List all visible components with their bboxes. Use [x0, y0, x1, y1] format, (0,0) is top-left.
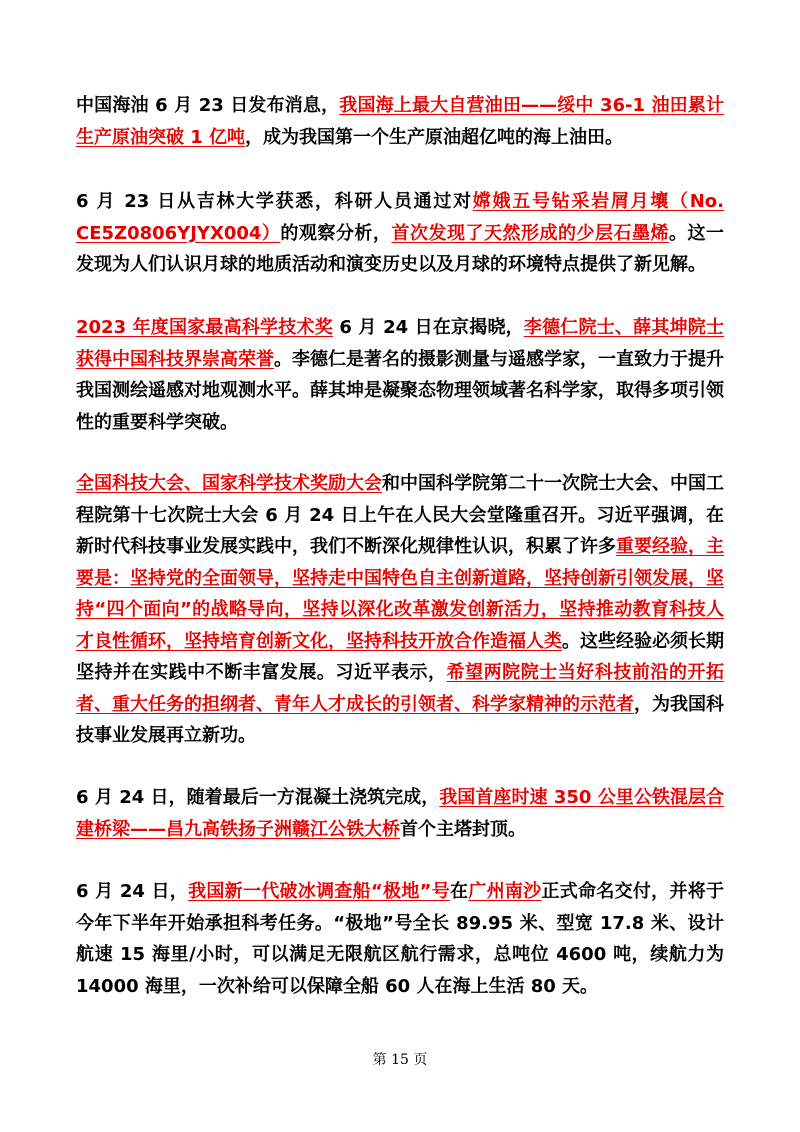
highlighted-text: 李德仁院士、薛其坤院士获得中国科技界崇高荣誉 — [76, 317, 724, 370]
news-paragraph-1 — [76, 90, 724, 153]
highlighted-text: 嫦娥五号钻采岩屑月壤（No. CE5Z0806YJYX004） — [76, 191, 724, 244]
paragraph-text: 在 — [450, 881, 469, 902]
highlighted-text: 重要经验，主要是：坚持党的全面领导，坚持走中国特色自主创新道路，坚持创新引领发展，坚持“四个面向”的战略导向，坚持以深化改革激发创新活力，坚持推动教育科技人才良性循环，坚持培育创新文化，坚持科技开放合作造福人类 — [76, 536, 724, 652]
highlighted-text: 广州南沙 — [468, 881, 542, 902]
news-paragraph-6 — [76, 876, 724, 1002]
news-paragraph-5 — [76, 782, 724, 845]
highlighted-text: 我国海上最大自营油田——绥中 36-1 油田累计生产原油突破 1 亿吨 — [76, 95, 725, 148]
highlighted-text: 全国科技大会、国家科学技术奖励大会 — [76, 473, 382, 494]
paragraph-text: 6 月 24 日，随着最后一方混凝土浇筑完成， — [76, 787, 440, 808]
paragraph-text: 的观察分析， — [280, 222, 392, 244]
page-number: 第 15 页 — [372, 1052, 428, 1068]
paragraph-text: 。这一发现为人们认识月球的地质活动和演变历史以及月球的环境特点提供了新见解。 — [76, 222, 725, 275]
paragraph-text: 。李德仁是著名的摄影测量与遥感学家，一直致力于提升我国测绘遥感对地观测水平。薛其坤是凝聚态物理领域著名科学家，取得多项引领性的重要科学突破。 — [76, 348, 724, 433]
paragraph-text: 6 月 24 日， — [76, 881, 189, 902]
news-paragraph-2 — [76, 186, 724, 281]
highlighted-text: 2023 年度国家最高科学技术奖 — [76, 317, 333, 338]
paragraph-text: ，为我国科技事业发展再立新功。 — [76, 693, 724, 746]
paragraph-text: 和中国科学院第二十一次院士大会、中国工程院第十七次院士大会 6 月 24 日上午在人民大会堂隆重召开。习近平强调，在新时代科技事业发展实践中，我们不断深化规律性认识，积累了许多 — [76, 473, 724, 557]
highlighted-text: 我国首座时速 350 公里公铁混层合建桥梁——昌九高铁扬子洲赣江公铁大桥 — [76, 787, 724, 840]
news-paragraph-4 — [76, 468, 724, 752]
paragraph-text: 6 月 24 日在京揭晓， — [332, 317, 524, 338]
news-paragraph-3 — [76, 312, 724, 438]
paragraph-text: 。这些经验必须长期坚持并在实践中不断丰富发展。习近平表示， — [76, 630, 724, 683]
paragraph-text: ，成为我国第一个生产原油超亿吨的海上油田。 — [245, 126, 624, 148]
highlighted-text: 我国新一代破冰调查船“极地”号 — [188, 881, 451, 902]
highlighted-text: 首次发现了天然形成的少层石墨烯 — [391, 222, 669, 244]
paragraph-text: 中国海油 6 月 23 日发布消息， — [76, 95, 340, 116]
highlighted-text: 希望两院院士当好科技前沿的开拓者、重大任务的担纲者、青年人才成长的引领者、科学家精神的示范者 — [76, 662, 725, 715]
paragraph-text: 正式命名交付，并将于今年下半年开始承担科考任务。“极地”号全长 89.95 米、型宽 17.8 米、设计航速 15 海里/小时，可以满足无限航区航行需求，总吨位 4600 吨，续航力为 14000 海里，一次补给可以保障全船 60 人在海上生活 80 天。 — [76, 881, 725, 997]
paragraph-text: 首个主塔封顶。 — [400, 818, 526, 840]
paragraph-text: 6 月 23 日从吉林大学获悉，科研人员通过对 — [76, 191, 473, 212]
